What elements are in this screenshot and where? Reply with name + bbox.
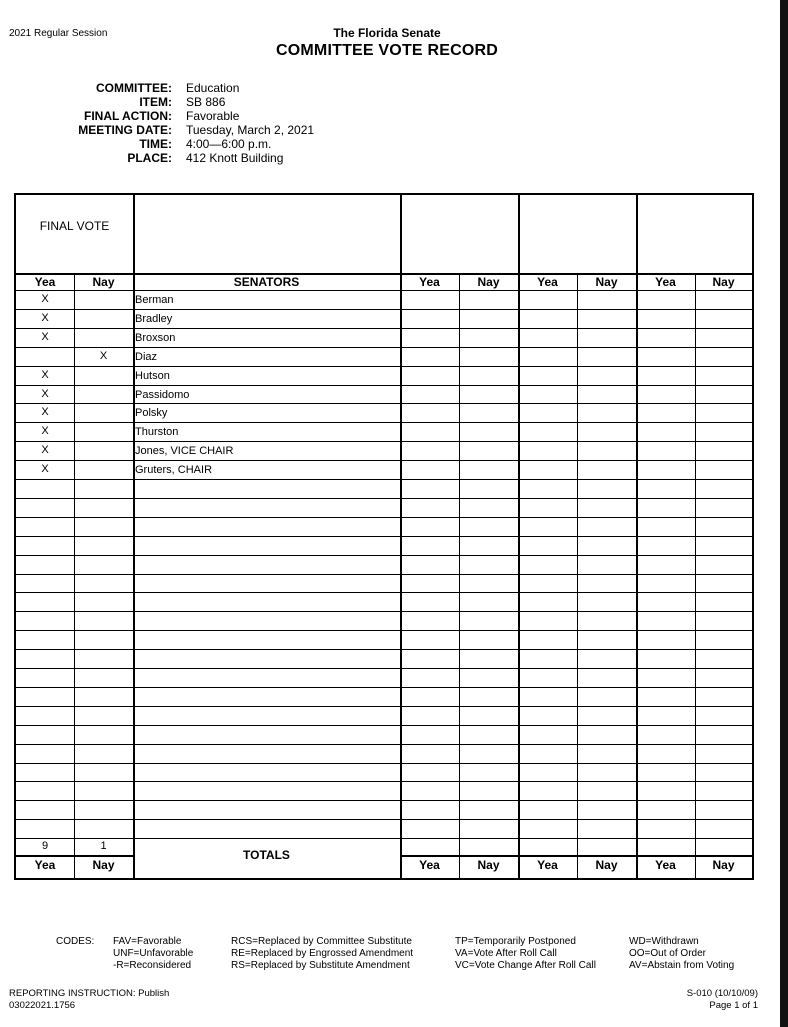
total-yea-label: Yea [655,858,676,872]
meta-label: ITEM: [139,95,172,109]
grid-line [16,781,752,782]
page-number: Page 1 of 1 [709,1000,758,1011]
total-yea-count: 9 [41,840,49,852]
code-entry: WD=Withdrawn [629,936,699,947]
meta-value: Education [186,81,240,95]
senator-name: Hutson [135,370,170,382]
nay-header: Nay [477,275,500,289]
session-label: 2021 Regular Session [9,28,108,39]
senator-name: Passidomo [135,389,190,401]
code-entry: RE=Replaced by Engrossed Amendment [231,948,414,959]
grid-line [16,763,752,764]
grid-line [16,347,752,348]
code-entry: OO=Out of Order [629,948,706,959]
totals-label: TOTALS [243,848,290,862]
grid-line [74,273,75,878]
grid-line [16,668,752,669]
grid-line [16,687,752,688]
yea-mark: X [41,293,49,305]
yea-mark: X [41,331,49,343]
page-title: COMMITTEE VOTE RECORD [276,42,498,59]
total-yea-label: Yea [537,858,558,872]
grid-line [16,422,752,423]
senator-name: Diaz [135,351,158,363]
senator-name: Thurston [135,426,179,438]
yea-mark: X [41,312,49,324]
form-number: S-010 (10/10/09) [686,988,758,999]
grid-line [16,328,752,329]
yea-mark: X [41,444,49,456]
grid-line [16,309,752,310]
code-entry: AV=Abstain from Voting [629,960,735,971]
yea-mark: X [41,388,49,400]
grid-line [16,574,752,575]
meta-label: PLACE: [127,151,172,165]
grid-line [16,403,752,404]
senator-name: Bradley [135,313,173,325]
yea-header: Yea [655,275,676,289]
final-vote-label: FINAL VOTE [39,219,110,233]
code-entry: VC=Vote Change After Roll Call [455,960,596,971]
senator-name: Jones, VICE CHAIR [135,445,234,457]
senate-name: The Florida Senate [333,26,441,40]
grid-line [459,273,460,878]
code-entry: VA=Vote After Roll Call [455,948,557,959]
grid-line [16,819,752,820]
grid-line [16,838,752,839]
code-entry: RS=Replaced by Substitute Amendment [231,960,410,971]
grid-line [16,460,752,461]
code-entry: UNF=Unfavorable [113,948,194,959]
meta-label: TIME: [139,137,172,151]
grid-line [16,855,133,857]
grid-line [16,366,752,367]
grid-line [16,290,752,291]
meta-value: 412 Knott Building [186,151,284,165]
yea-mark: X [41,369,49,381]
total-nay-label: Nay [92,858,115,872]
grid-line [16,536,752,537]
code-entry: FAV=Favorable [113,936,182,947]
grid-line [16,744,752,745]
code-entry: RCS=Replaced by Committee Substitute [231,936,412,947]
yea-header: Yea [419,275,440,289]
grid-line [16,800,752,801]
grid-line [16,725,752,726]
yea-mark: X [41,406,49,418]
grid-line [16,592,752,593]
page-edge-shadow [780,0,788,1027]
grid-line [16,706,752,707]
total-nay-label: Nay [595,858,618,872]
total-nay-count: 1 [100,840,107,852]
yea-header: Yea [34,275,56,289]
codes-label: CODES: [56,936,95,947]
timestamp: 03022021.1756 [9,1000,76,1011]
grid-line [16,555,752,556]
senator-name: Polsky [135,407,168,419]
nay-mark: X [99,350,108,362]
yea-mark: X [41,425,49,437]
grid-line [16,630,752,631]
grid-line [16,441,752,442]
total-nay-label: Nay [712,858,735,872]
meta-label: FINAL ACTION: [84,109,172,123]
reporting-instruction: REPORTING INSTRUCTION: Publish [9,988,170,999]
total-nay-label: Nay [477,858,500,872]
total-yea-label: Yea [34,858,56,872]
meta-value: Favorable [186,109,240,123]
nay-header: Nay [595,275,618,289]
grid-line [695,273,696,878]
grid-line [577,273,578,878]
senator-name: Broxson [135,332,176,344]
code-entry: -R=Reconsidered [113,960,192,971]
senator-name: Berman [135,294,174,306]
yea-header: Yea [537,275,558,289]
code-entry: TP=Temporarily Postponed [455,936,576,947]
meta-value: 4:00—6:00 p.m. [186,137,272,151]
grid-line [16,517,752,518]
senators-header: SENATORS [233,275,300,289]
total-yea-label: Yea [419,858,440,872]
grid-line [16,385,752,386]
meta-label: MEETING DATE: [78,123,172,137]
grid-line [16,611,752,612]
senator-name: Gruters, CHAIR [135,464,213,476]
yea-mark: X [41,463,49,475]
meta-value: Tuesday, March 2, 2021 [186,123,315,137]
grid-line [16,498,752,499]
nay-header: Nay [92,275,115,289]
grid-line [16,649,752,650]
grid-line [16,479,752,480]
grid-line [400,855,752,857]
meta-label: COMMITTEE: [96,81,172,95]
meta-value: SB 886 [186,95,226,109]
vote-table [14,193,754,880]
nay-header: Nay [712,275,735,289]
